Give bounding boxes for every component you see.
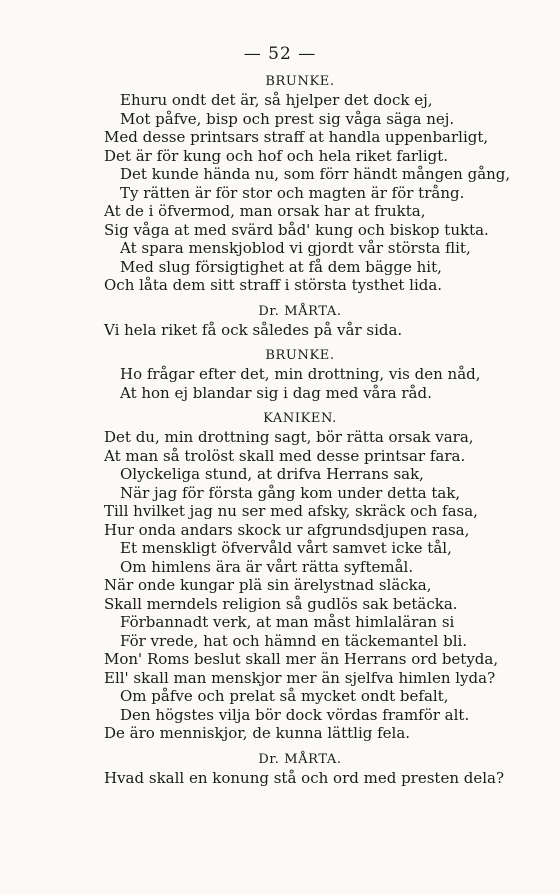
verse-line: Och låta dem sitt straff i största tysthet lida.: [104, 276, 443, 294]
verse-line: Förbannadt verk, at man måst himlaläran si: [120, 613, 455, 631]
verse-line: At de i öfvermod, man orsak har at frukta,: [104, 202, 426, 220]
verse-line: När jag för första gång kom under detta tak,: [120, 483, 461, 502]
speech-block: [104, 347, 496, 402]
verse-line: Med slug försigtighet at få dem bägge hit,: [120, 257, 442, 276]
verse-line: Med desse printsars straff at handla uppenbarligt,: [104, 128, 489, 146]
verse-line: Ell' skall man menskjor mer än sjelfva himlen lyda?: [104, 668, 496, 687]
speaker-name: BRUNKE.: [265, 74, 335, 89]
verse-line: Det är för kung och hof och hela riket farligt.: [104, 146, 449, 165]
speaker-name: Dr. MÅRTA.: [258, 303, 342, 319]
block-gap: [104, 743, 496, 751]
speech-block: [104, 751, 505, 788]
verse-text: [104, 73, 511, 787]
verse-line: Om himlens ära är vårt rätta syftemål.: [120, 557, 414, 576]
block-gap: [104, 339, 496, 347]
verse-line: Ho frågar efter det, min drottning, vis den nåd,: [120, 365, 481, 383]
verse-line: Till hvilket jag nu ser med afsky, skräck och fasa,: [104, 502, 478, 520]
speaker-name: Dr. MÅRTA.: [258, 751, 342, 767]
speaker-name: KANIKEN.: [263, 411, 337, 426]
verse-line: För vrede, hat och hämnd en täckemantel bli.: [120, 631, 468, 650]
speech-block: [104, 303, 496, 340]
block-gap: [104, 402, 496, 410]
verse-line: Hvad skall en konung stå och ord med presten dela?: [104, 768, 505, 787]
verse-line: At spara menskjoblod vi gjordt vår största flit,: [120, 239, 471, 257]
page-number: — 52 —: [243, 44, 317, 64]
verse-line: Det kunde hända nu, som förr händt mången gång,: [120, 165, 511, 183]
verse-line: Hur onda andars skock ur afgrundsdjupen rasa,: [104, 520, 470, 539]
verse-line: Et menskligt öfvervåld vårt samvet icke tål,: [120, 539, 452, 557]
speech-block: [104, 410, 499, 743]
verse-line: Sig våga at med svärd båd' kung och biskop tukta.: [104, 220, 489, 239]
verse-line: Skall merndels religion så gudlös sak betäcka.: [104, 594, 458, 613]
verse-line: Den högstes vilja bör dock vördas framför alt.: [120, 705, 470, 724]
verse-line: At man så trolöst skall med desse printsar fara.: [104, 446, 466, 465]
verse-line: Om påfve och prelat så mycket ondt befalt,: [120, 687, 449, 705]
verse-line: Mon' Roms beslut skall mer än Herrans ord betyda,: [104, 650, 499, 668]
verse-line: Ty rätten är för stor och magten är för trång.: [120, 183, 465, 202]
verse-line: Olyckeliga stund, at drifva Herrans sak,: [120, 465, 424, 483]
block-gap: [104, 295, 496, 303]
speaker-name: BRUNKE.: [265, 348, 335, 363]
verse-line: När onde kungar plä sin ärelystnad släcka,: [104, 576, 432, 594]
speech-block: [104, 73, 511, 295]
verse-line: Ehuru ondt det är, så hjelper det dock ej,: [120, 91, 433, 109]
verse-line: De äro menniskjor, de kunna lättlig fela.: [104, 724, 411, 742]
verse-line: Vi hela riket få ock således på vår sida.: [104, 320, 403, 339]
verse-line: Mot påfve, bisp och prest sig våga säga nej.: [120, 109, 455, 128]
verse-line: Det du, min drottning sagt, bör rätta orsak vara,: [104, 428, 474, 446]
verse-line: At hon ej blandar sig i dag med våra råd.: [120, 383, 432, 402]
